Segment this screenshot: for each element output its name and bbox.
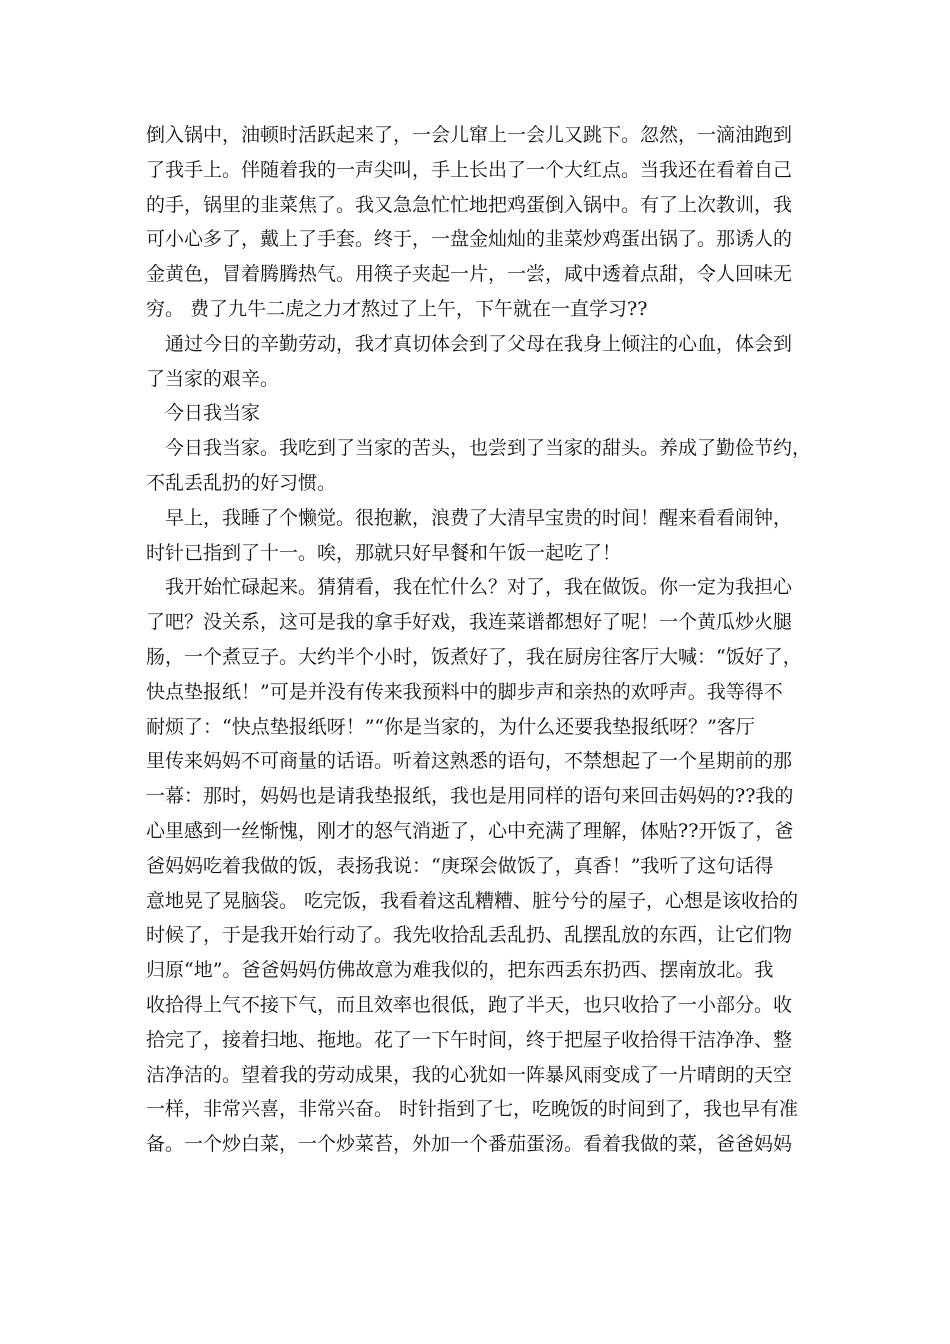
text-line: 的手，锅里的韭菜焦了。我又急急忙忙地把鸡蛋倒入锅中。有了上次教训，我 <box>146 193 793 216</box>
text-line: 了吧？没关系，这可是我的拿手好戏，我连菜谱都想好了呢！一个黄瓜炒火腿 <box>146 611 793 634</box>
text-line: 爸妈妈吃着我做的饭，表扬我说：“庚琛会做饭了，真香！”我听了这句话得 <box>146 854 774 877</box>
text-line: 了当家的艰辛。 <box>146 367 280 390</box>
text-line: 快点垫报纸！”可是并没有传来我预料中的脚步声和亲热的欢呼声。我等得不 <box>146 680 783 703</box>
text-line: 里传来妈妈不可商量的话语。听着这熟悉的语句，不禁想起了一个星期前的那 <box>146 750 793 773</box>
text-line: 可小心多了，戴上了手套。终于，一盘金灿灿的韭菜炒鸡蛋出锅了。那诱人的 <box>146 228 793 251</box>
text-line: 洁净洁的。望着我的劳动成果，我的心犹如一阵暴风雨变成了一片晴朗的天空 <box>146 1063 793 1086</box>
text-line: 金黄色，冒着腾腾热气。用筷子夹起一片，一尝，咸中透着点甜，令人回味无 <box>146 263 793 286</box>
text-line: 时针已指到了十一。唉，那就只好早餐和午饭一起吃了！ <box>146 541 622 564</box>
text-line: 备。一个炒白菜，一个炒菜苔，外加一个番茄蛋汤。看着我做的菜，爸爸妈妈 <box>146 1133 793 1156</box>
text-line: 一样，非常兴喜，非常兴奋。 时针指到了七，吃晚饭的时间到了，我也早有准 <box>146 1098 799 1121</box>
text-line: 倒入锅中，油顿时活跃起来了，一会儿窜上一会儿又跳下。忽然，一滴油跑到 <box>146 124 793 146</box>
text-line: 时候了，于是我开始行动了。我先收拾乱丢乱扔、乱摆乱放的东西，让它们物 <box>146 924 793 947</box>
text-line: 收拾得上气不接下气，而且效率也很低，跑了半天，也只收拾了一小部分。收 <box>146 993 793 1016</box>
text-line: 今日我当家。我吃到了当家的苦头，也尝到了当家的甜头。养成了勤俭节约， <box>146 437 812 460</box>
text-line: 一幕：那时，妈妈也是请我垫报纸，我也是用同样的语句来回击妈妈的??我的 <box>146 785 794 808</box>
text-line: 穷。 费了九牛二虎之力才熬过了上午，下午就在一直学习?? <box>146 297 648 320</box>
text-line: 耐烦了：“快点垫报纸呀！”“你是当家的，为什么还要我垫报纸呀？”客厅 <box>146 715 755 738</box>
text-line: 了我手上。伴随着我的一声尖叫，手上长出了一个大红点。当我还在看着自己 <box>146 158 793 181</box>
text-line: 肠，一个煮豆子。大约半个小时，饭煮好了，我在厨房往客厅大喊：“饭好了， <box>146 645 802 668</box>
section-heading: 今日我当家 <box>146 402 261 425</box>
text-line: 通过今日的辛勤劳动，我才真切体会到了父母在我身上倾注的心血，体会到 <box>146 332 793 355</box>
text-line: 早上，我睡了个懒觉。很抱歉，浪费了大清早宝贵的时间！醒来看看闹钟， <box>146 506 793 529</box>
document-page <box>146 118 814 1162</box>
text-line: 我开始忙碌起来。猜猜看，我在忙什么？对了，我在做饭。你一定为我担心 <box>146 576 793 599</box>
text-line: 归原“地”。爸爸妈妈仿佛故意为难我似的，把东西丢东扔西、摆南放北。我 <box>146 959 774 982</box>
text-line: 拾完了，接着扫地、拖地。花了一下午时间，终于把屋子收拾得干洁净净、整 <box>146 1028 793 1051</box>
text-line: 心里感到一丝惭愧，刚才的怒气消逝了，心中充满了理解，体贴??开饭了，爸 <box>146 819 794 842</box>
text-line: 不乱丢乱扔的好习惯。 <box>146 471 337 494</box>
text-line: 意地晃了晃脑袋。 吃完饭，我看着这乱糟糟、脏兮兮的屋子，心想是该收拾的 <box>146 889 799 912</box>
